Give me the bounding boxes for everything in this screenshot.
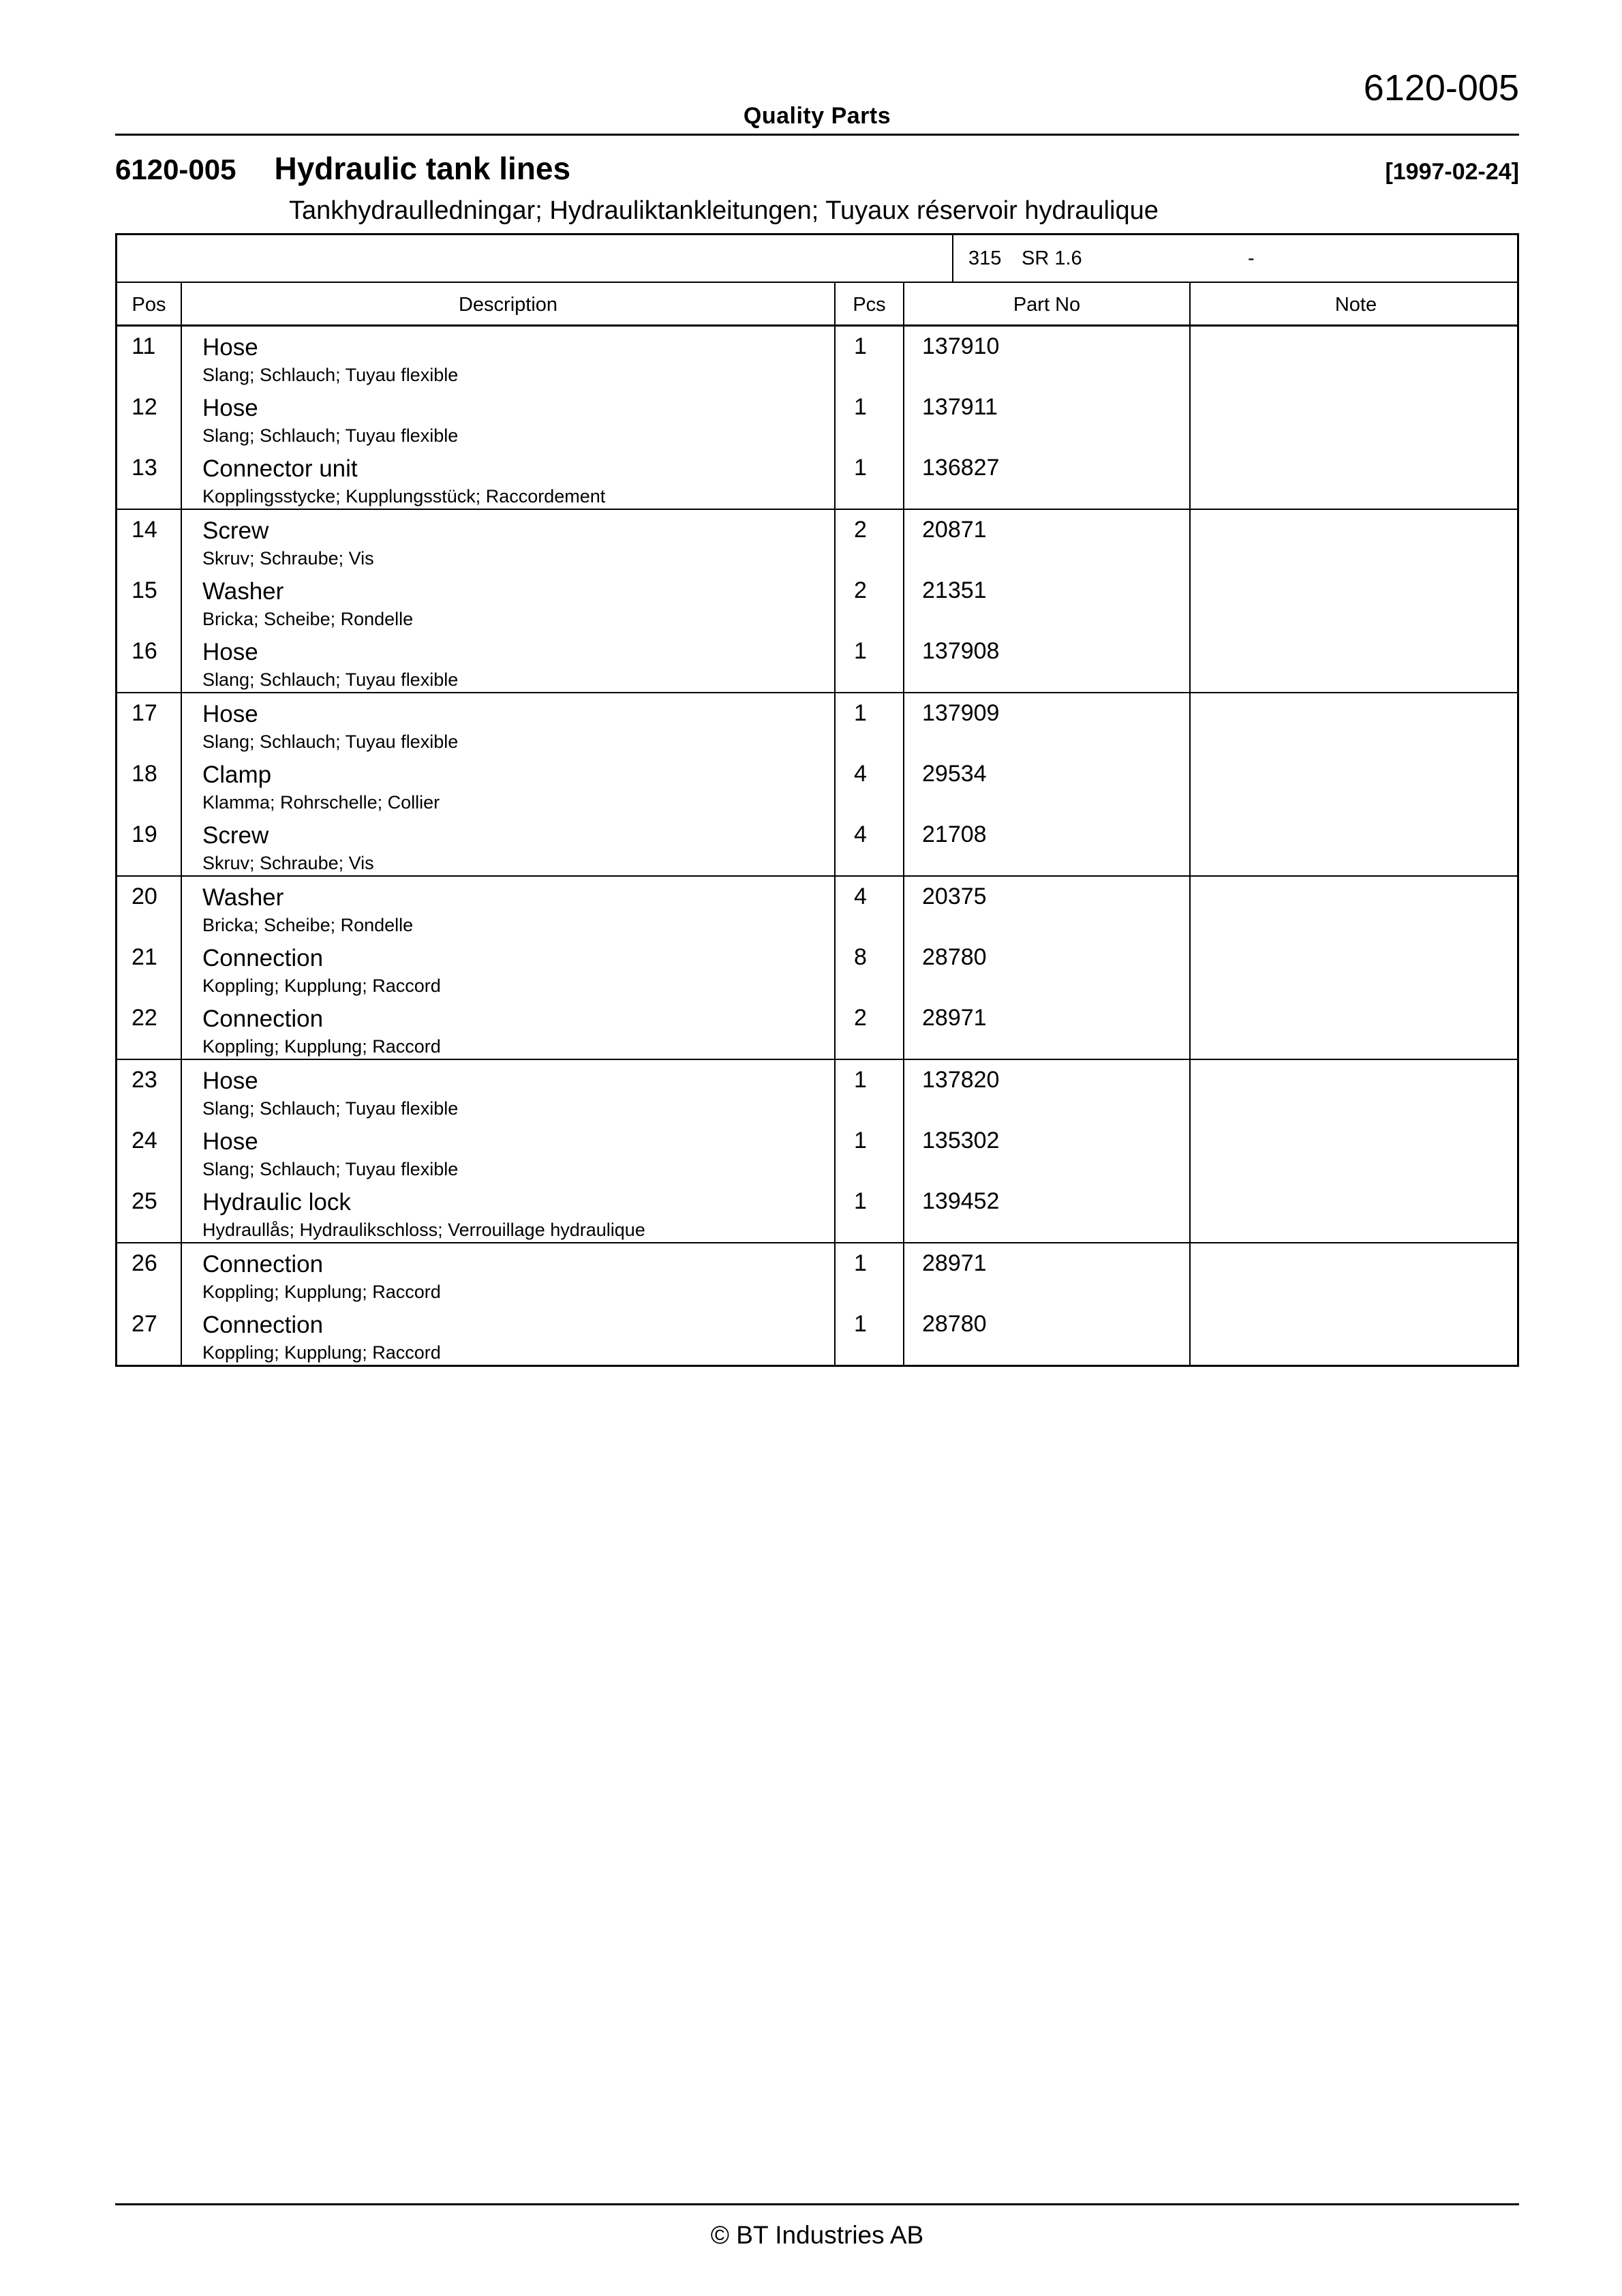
pos-cell: 11 [117, 327, 182, 387]
description-translations: Slang; Schlauch; Tuyau flexible [202, 669, 459, 690]
note-cell [1191, 998, 1521, 1059]
description-main: Connection [202, 945, 324, 971]
note-cell [1191, 877, 1521, 937]
pos-cell: 16 [117, 631, 182, 692]
description-translations: Skruv; Schraube; Vis [202, 853, 374, 873]
part-no-cell: 21351 [904, 571, 1191, 631]
part-no-cell: 137911 [904, 387, 1191, 448]
pcs-cell: 2 [836, 510, 904, 571]
column-header-description: Description [182, 283, 836, 324]
pos-cell: 26 [117, 1243, 182, 1304]
description-main: Clamp [202, 761, 272, 788]
pcs-cell: 1 [836, 1243, 904, 1304]
column-header-note: Note [1334, 294, 1377, 316]
pcs-cell: 1 [836, 327, 904, 387]
pos-cell: 22 [117, 998, 182, 1059]
pos-cell: 14 [117, 510, 182, 571]
row-group [117, 1243, 1517, 1365]
pcs-cell: 1 [836, 631, 904, 692]
table-row [117, 998, 1517, 1059]
table-row [117, 387, 1517, 448]
description-main: Hose [202, 1068, 258, 1094]
pos-cell: 23 [117, 1060, 182, 1121]
description-main: Hose [202, 701, 258, 727]
pcs-cell: 1 [836, 1060, 904, 1121]
pcs-cell: 4 [836, 877, 904, 937]
column-header-pcs: Pcs [836, 283, 904, 324]
description-main: Screw [202, 822, 269, 849]
description-cell [182, 327, 836, 387]
table-row [117, 1304, 1517, 1365]
description-cell [182, 1304, 836, 1365]
row-group [117, 510, 1517, 693]
note-cell [1191, 571, 1521, 631]
column-header-pos: Pos [117, 283, 182, 324]
pcs-cell: 4 [836, 815, 904, 875]
note-cell [1191, 631, 1521, 692]
description-main: Hydraulic lock [202, 1189, 351, 1215]
description-main: Hose [202, 1128, 258, 1155]
parts-table [115, 233, 1519, 1367]
table-row [117, 1060, 1517, 1121]
pos-cell: 20 [117, 877, 182, 937]
description-translations: Koppling; Kupplung; Raccord [202, 1036, 441, 1057]
part-no-cell: 28780 [904, 937, 1191, 998]
description-translations: Slang; Schlauch; Tuyau flexible [202, 1098, 459, 1119]
description-translations: Klamma; Rohrschelle; Collier [202, 792, 440, 813]
description-main: Hose [202, 334, 258, 361]
note-cell [1191, 1304, 1521, 1365]
pos-cell: 18 [117, 754, 182, 815]
table-row [117, 1181, 1517, 1242]
note-cell [1191, 1121, 1521, 1181]
row-group [117, 327, 1517, 510]
note-cell [1191, 1060, 1521, 1121]
row-group [117, 693, 1517, 877]
description-cell [182, 937, 836, 998]
description-cell [182, 815, 836, 875]
part-no-cell: 137910 [904, 327, 1191, 387]
description-translations: Hydraullås; Hydraulikschloss; Verrouillage hydraulique [202, 1220, 645, 1240]
pcs-cell: 4 [836, 754, 904, 815]
description-cell [182, 1243, 836, 1304]
pcs-cell: 8 [836, 937, 904, 998]
description-translations: Slang; Schlauch; Tuyau flexible [202, 1159, 459, 1179]
part-no-cell: 28971 [904, 1243, 1191, 1304]
page-subtitle: Tankhydraulledningar; Hydrauliktankleitungen; Tuyaux réservoir hydraulique [289, 196, 1159, 225]
table-header-row [117, 283, 1517, 327]
pcs-cell: 1 [836, 1181, 904, 1242]
revision-date: [1997-02-24] [1385, 159, 1519, 185]
description-translations: Koppling; Kupplung; Raccord [202, 976, 441, 996]
description-main: Connection [202, 1251, 324, 1278]
part-no-cell: 21708 [904, 815, 1191, 875]
part-no-cell: 135302 [904, 1121, 1191, 1181]
description-main: Connection [202, 1312, 324, 1338]
description-cell [182, 754, 836, 815]
meta-model: 315 [968, 247, 1002, 269]
table-row [117, 448, 1517, 509]
description-cell [182, 448, 836, 509]
note-cell [1191, 448, 1521, 509]
description-translations: Koppling; Kupplung; Raccord [202, 1282, 441, 1302]
pcs-cell: 1 [836, 387, 904, 448]
column-header-part-no: Part No [904, 283, 1191, 324]
table-row [117, 571, 1517, 631]
description-translations: Bricka; Scheibe; Rondelle [202, 609, 414, 629]
part-no-cell: 28971 [904, 998, 1191, 1059]
title-code: 6120-005 [115, 153, 236, 185]
description-translations: Skruv; Schraube; Vis [202, 548, 374, 569]
pos-cell: 12 [117, 387, 182, 448]
note-cell [1191, 510, 1521, 571]
description-main: Hose [202, 639, 258, 665]
description-main: Washer [202, 578, 284, 605]
header-rule [115, 134, 1519, 136]
description-translations: Koppling; Kupplung; Raccord [202, 1342, 441, 1363]
table-row [117, 877, 1517, 937]
pcs-cell: 2 [836, 571, 904, 631]
row-group [117, 1060, 1517, 1243]
description-translations: Kopplingsstycke; Kupplungsstück; Raccordement [202, 486, 606, 507]
meta-revision: SR 1.6 [1022, 247, 1082, 269]
description-main: Screw [202, 517, 269, 544]
table-row [117, 754, 1517, 815]
pos-cell: 27 [117, 1304, 182, 1365]
table-row [117, 327, 1517, 387]
brand-title: Quality Parts [743, 103, 891, 129]
document-number: 6120-005 [1363, 67, 1519, 108]
title-line [115, 150, 1519, 187]
note-cell [1191, 937, 1521, 998]
description-cell [182, 631, 836, 692]
footer-copyright: © BT Industries AB [710, 2221, 924, 2249]
description-cell [182, 877, 836, 937]
description-cell [182, 1060, 836, 1121]
table-body [117, 327, 1517, 1365]
description-translations: Slang; Schlauch; Tuyau flexible [202, 731, 459, 752]
meta-spacer [117, 235, 953, 282]
description-translations: Slang; Schlauch; Tuyau flexible [202, 425, 459, 446]
note-cell [1191, 1243, 1521, 1304]
note-cell [1191, 327, 1521, 387]
part-no-cell: 137820 [904, 1060, 1191, 1121]
table-row [117, 815, 1517, 875]
part-no-cell: 136827 [904, 448, 1191, 509]
pcs-cell: 1 [836, 1121, 904, 1181]
pos-cell: 17 [117, 693, 182, 754]
description-translations: Slang; Schlauch; Tuyau flexible [202, 365, 459, 385]
pcs-cell: 1 [836, 693, 904, 754]
pos-cell: 15 [117, 571, 182, 631]
part-no-cell: 137908 [904, 631, 1191, 692]
description-cell [182, 998, 836, 1059]
pos-cell: 21 [117, 937, 182, 998]
description-cell [182, 387, 836, 448]
description-main: Hose [202, 395, 258, 421]
pos-cell: 25 [117, 1181, 182, 1242]
description-main: Washer [202, 884, 284, 911]
description-main: Connection [202, 1006, 324, 1032]
footer-rule [115, 2203, 1519, 2205]
meta-dash: - [1248, 247, 1255, 269]
page-header [115, 67, 1519, 132]
part-no-cell: 28780 [904, 1304, 1191, 1365]
pos-cell: 13 [117, 448, 182, 509]
table-meta-strip [117, 235, 1517, 283]
note-cell [1191, 815, 1521, 875]
part-no-cell: 137909 [904, 693, 1191, 754]
table-row [117, 631, 1517, 692]
note-cell [1191, 693, 1521, 754]
description-cell [182, 510, 836, 571]
pos-cell: 24 [117, 1121, 182, 1181]
table-row [117, 510, 1517, 571]
description-translations: Bricka; Scheibe; Rondelle [202, 915, 414, 935]
description-cell [182, 1181, 836, 1242]
table-row [117, 1121, 1517, 1181]
pcs-cell: 1 [836, 1304, 904, 1365]
part-no-cell: 29534 [904, 754, 1191, 815]
pcs-cell: 2 [836, 998, 904, 1059]
description-main: Connector unit [202, 455, 358, 482]
part-no-cell: 20871 [904, 510, 1191, 571]
part-no-cell: 20375 [904, 877, 1191, 937]
pcs-cell: 1 [836, 448, 904, 509]
page-title: Hydraulic tank lines [274, 151, 571, 186]
table-row [117, 1243, 1517, 1304]
row-group [117, 877, 1517, 1060]
note-cell [1191, 1181, 1521, 1242]
note-cell [1191, 754, 1521, 815]
meta-values [953, 235, 1517, 282]
table-row [117, 693, 1517, 754]
note-cell [1191, 387, 1521, 448]
description-cell [182, 1121, 836, 1181]
description-cell [182, 571, 836, 631]
table-row [117, 937, 1517, 998]
part-no-cell: 139452 [904, 1181, 1191, 1242]
pos-cell: 19 [117, 815, 182, 875]
description-cell [182, 693, 836, 754]
